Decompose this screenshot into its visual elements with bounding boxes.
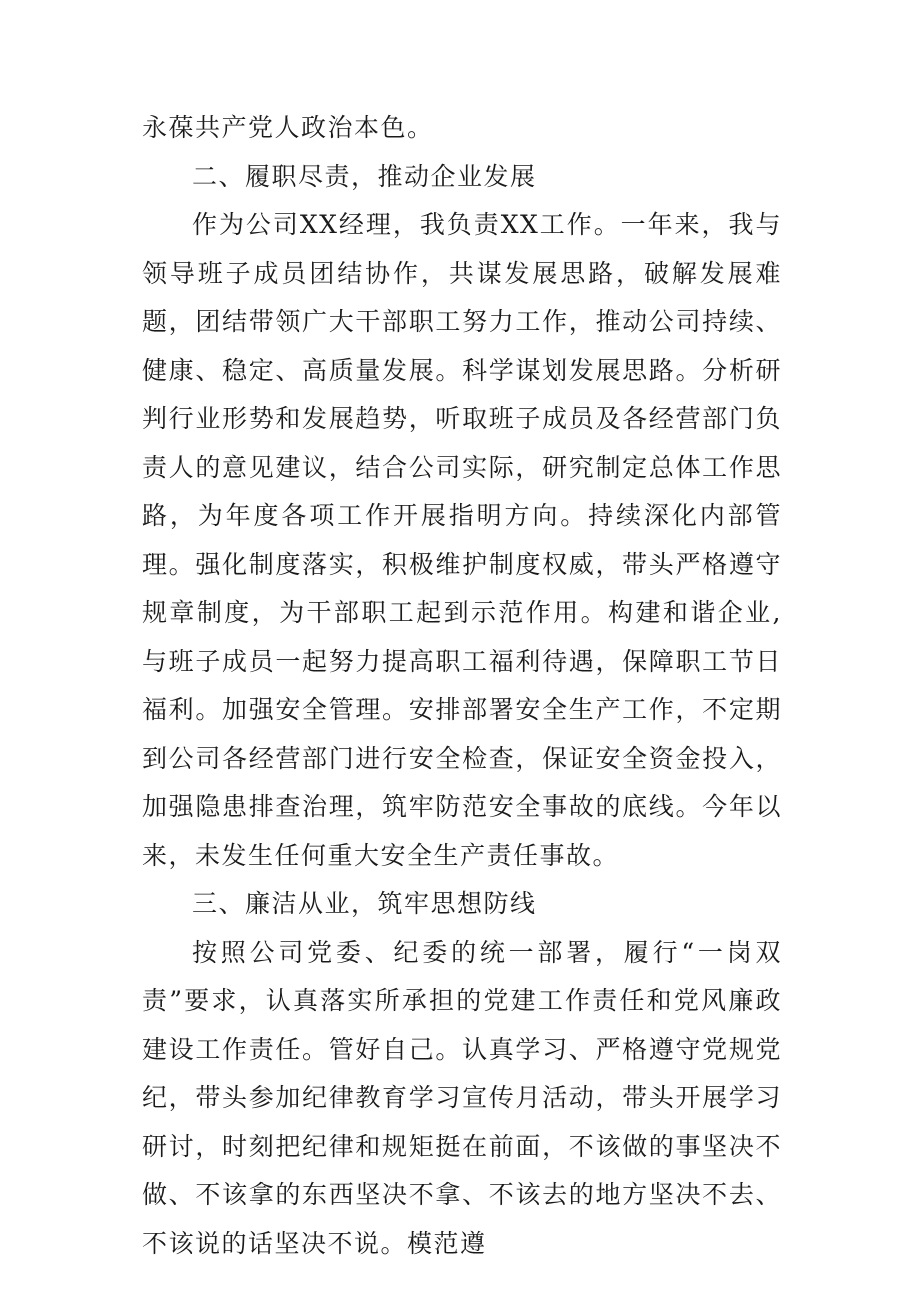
- document-body: [142, 104, 782, 1268]
- paragraph-section-3: 按照公司党委、纪委的统一部署，履行“一岗双责”要求，认真落实所承担的党建工作责任和党风廉政建设工作责任。管好自己。认真学习、严格遵守党规党纪，带头参加纪律教育学习宣传月活动，带头开展学习研讨，时刻把纪律和规矩挺在前面，不该做的事坚决不做、不该拿的东西坚决不拿、不该去的地方坚决不去、不该说的话坚决不说。模范遵: [142, 937, 782, 1258]
- section-heading-3: 三、廉洁从业，筑牢思想防线: [192, 889, 537, 918]
- section-heading-2: 二、履职尽责，推动企业发展: [192, 161, 537, 191]
- paragraph-section-2: 作为公司XX经理，我负责XX工作。一年来，我与领导班子成员团结协作，共谋发展思路，破解发展难题，团结带领广大干部职工努力工作，推动公司持续、健康、稳定、高质量发展。科学谋划发展思路。分析研判行业形势和发展趋势，听取班子成员及各经营部门负责人的意见建议，结合公司实际，研究制定总体工作思路，为年度各项工作开展指明方向。持续深化内部管理。强化制度落实，积极维护制度权威，带头严格遵守规章制度，为干部职工起到示范作用。构建和谐企业,与班子成员一起努力提高职工福利待遇，保障职工节日福利。加强安全管理。安排部署安全生产工作，不定期到公司各经营部门进行安全检查，保证安全资金投入，加强隐患排查治理，筑牢防范安全事故的底线。今年以来，未发生任何重大安全生产责任事故。: [142, 210, 782, 870]
- paragraph-continuation: 永葆共产党人政治本色。: [142, 113, 434, 142]
